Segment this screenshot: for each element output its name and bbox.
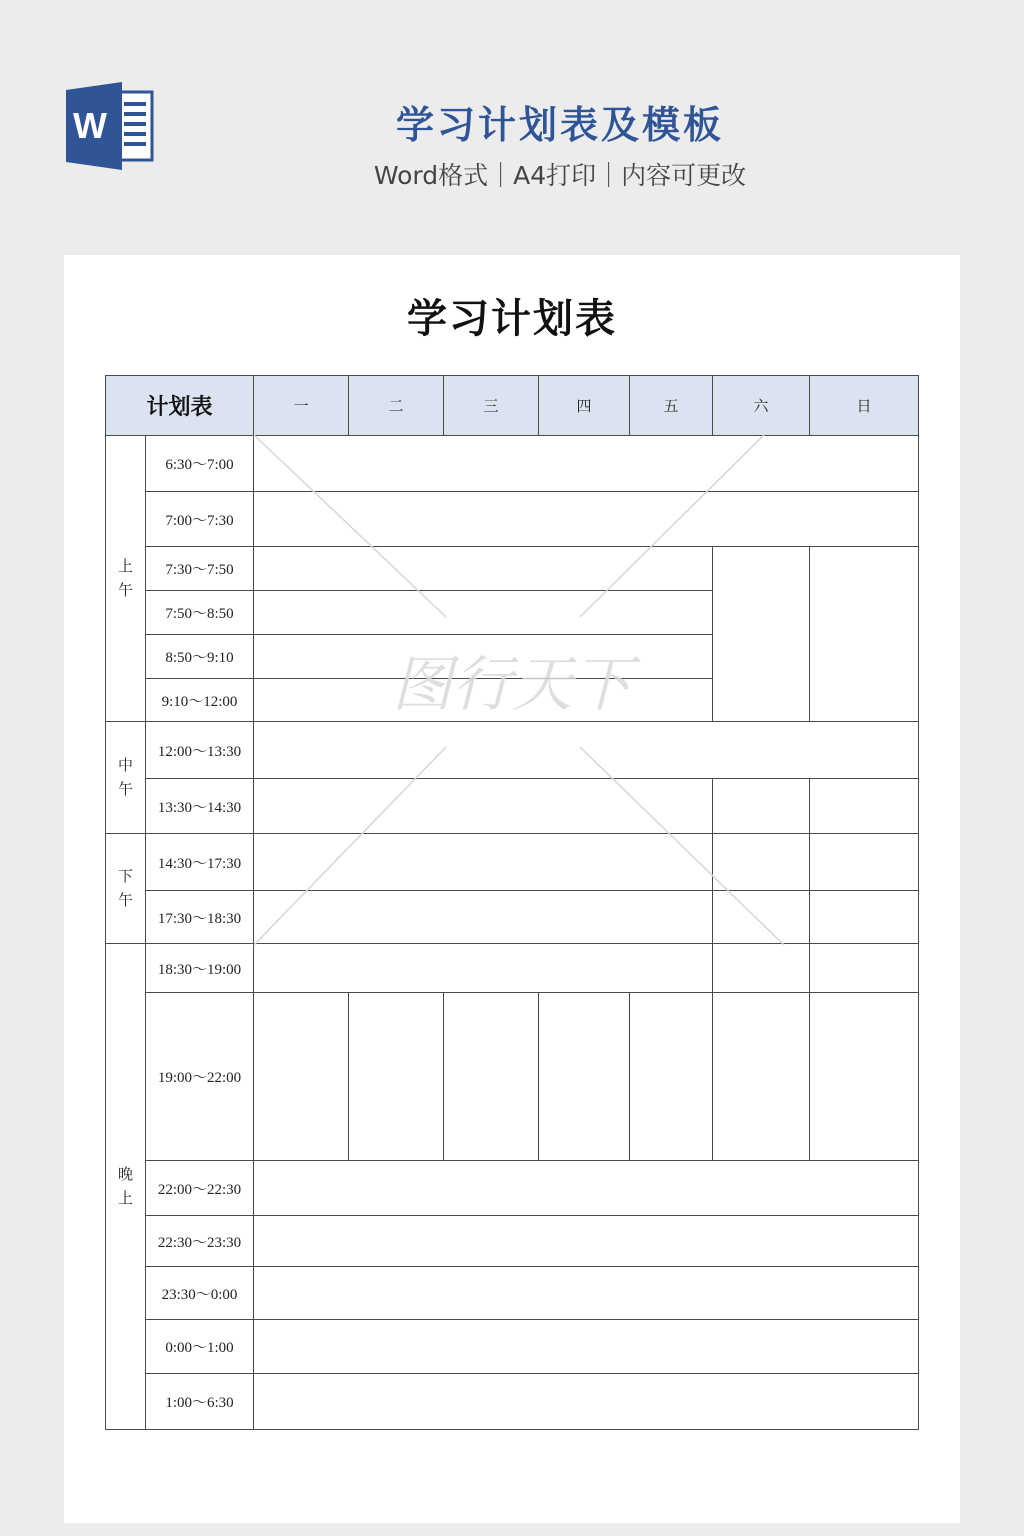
- plan-cell[interactable]: [254, 779, 713, 834]
- plan-cell[interactable]: [254, 436, 919, 492]
- plan-cell-saturday[interactable]: [713, 944, 810, 993]
- page-title: 学习计划表及模板: [395, 103, 724, 147]
- day-header: 三: [444, 376, 539, 436]
- time-cell: 19:00～22:00: [146, 993, 254, 1161]
- day-header: 六: [713, 376, 810, 436]
- time-cell: 14:30～17:30: [146, 834, 254, 891]
- time-cell: 13:30～14:30: [146, 779, 254, 834]
- table-row: [106, 1267, 919, 1320]
- table-row: [106, 779, 919, 834]
- period-label: 中 午: [117, 757, 133, 798]
- table-row: [106, 1216, 919, 1267]
- plan-cell[interactable]: [254, 891, 713, 944]
- plan-cell-saturday[interactable]: [713, 834, 810, 891]
- plan-cell-monday[interactable]: [254, 993, 349, 1161]
- period-label: 上 午: [117, 558, 133, 599]
- document-title: 学习计划表: [407, 295, 617, 342]
- period-noon: [106, 722, 146, 834]
- time-cell: 7:30～7:50: [146, 547, 254, 591]
- table-row: [106, 1320, 919, 1374]
- plan-cell-saturday[interactable]: [713, 993, 810, 1161]
- table-row: [106, 944, 919, 993]
- time-cell: 8:50～9:10: [146, 635, 254, 679]
- day-header: 五: [630, 376, 713, 436]
- table-row: [106, 1374, 919, 1430]
- time-cell: 22:00～22:30: [146, 1161, 254, 1216]
- plan-cell[interactable]: [254, 944, 713, 993]
- table-row: [106, 436, 919, 492]
- period-label: 晚 上: [117, 1166, 133, 1207]
- plan-cell[interactable]: [254, 679, 713, 722]
- plan-cell[interactable]: [254, 1374, 919, 1430]
- time-cell: 9:10～12:00: [146, 679, 254, 722]
- time-cell: 18:30～19:00: [146, 944, 254, 993]
- word-document-icon: [64, 82, 158, 170]
- plan-cell[interactable]: [254, 591, 713, 635]
- table-header-row: [106, 376, 919, 436]
- time-cell: 12:00～13:30: [146, 722, 254, 779]
- page-subtitle: Word格式｜A4打印｜内容可更改: [373, 161, 747, 190]
- plan-cell-sunday[interactable]: [810, 779, 919, 834]
- time-cell: 7:00～7:30: [146, 492, 254, 547]
- plan-cell-tuesday[interactable]: [349, 993, 444, 1161]
- time-cell: 22:30～23:30: [146, 1216, 254, 1267]
- table-row: [106, 993, 919, 1161]
- plan-cell[interactable]: [254, 1267, 919, 1320]
- table-row: [106, 492, 919, 547]
- time-cell: 17:30～18:30: [146, 891, 254, 944]
- table-row: [106, 891, 919, 944]
- plan-cell-sunday[interactable]: [810, 891, 919, 944]
- word-logo-letter: W: [73, 105, 107, 146]
- plan-cell-saturday[interactable]: [713, 779, 810, 834]
- plan-cell-saturday[interactable]: [713, 547, 810, 722]
- plan-cell[interactable]: [254, 547, 713, 591]
- plan-cell-wednesday[interactable]: [444, 993, 539, 1161]
- watermark-text: 图行天下: [392, 650, 632, 720]
- document-page: [64, 255, 960, 1523]
- day-header: 一: [254, 376, 349, 436]
- plan-cell[interactable]: [254, 722, 919, 779]
- table-row: [106, 1161, 919, 1216]
- period-evening: [106, 944, 146, 1430]
- day-header: 二: [349, 376, 444, 436]
- day-header: 日: [810, 376, 919, 436]
- table-corner-label: 计划表: [106, 376, 254, 436]
- day-header: 四: [539, 376, 630, 436]
- time-cell: 23:30～0:00: [146, 1267, 254, 1320]
- table-row: [106, 834, 919, 891]
- page-header: [0, 0, 1024, 250]
- plan-cell-thursday[interactable]: [539, 993, 630, 1161]
- period-morning: [106, 436, 146, 722]
- plan-cell-saturday[interactable]: [713, 891, 810, 944]
- plan-cell-sunday[interactable]: [810, 834, 919, 891]
- time-cell: 7:50～8:50: [146, 591, 254, 635]
- plan-cell-friday[interactable]: [630, 993, 713, 1161]
- time-cell: 1:00～6:30: [146, 1374, 254, 1430]
- plan-cell[interactable]: [254, 1320, 919, 1374]
- plan-cell[interactable]: [254, 1161, 919, 1216]
- period-label: 下 午: [117, 868, 133, 909]
- plan-cell[interactable]: [254, 492, 919, 547]
- time-cell: 0:00～1:00: [146, 1320, 254, 1374]
- table-row: [106, 547, 919, 591]
- plan-cell[interactable]: [254, 1216, 919, 1267]
- period-afternoon: [106, 834, 146, 944]
- plan-cell[interactable]: [254, 834, 713, 891]
- study-plan-table: [105, 375, 919, 1430]
- plan-cell-sunday[interactable]: [810, 993, 919, 1161]
- plan-cell-sunday[interactable]: [810, 547, 919, 722]
- plan-cell-sunday[interactable]: [810, 944, 919, 993]
- table-row: [106, 722, 919, 779]
- time-cell: 6:30～7:00: [146, 436, 254, 492]
- plan-cell[interactable]: [254, 635, 713, 679]
